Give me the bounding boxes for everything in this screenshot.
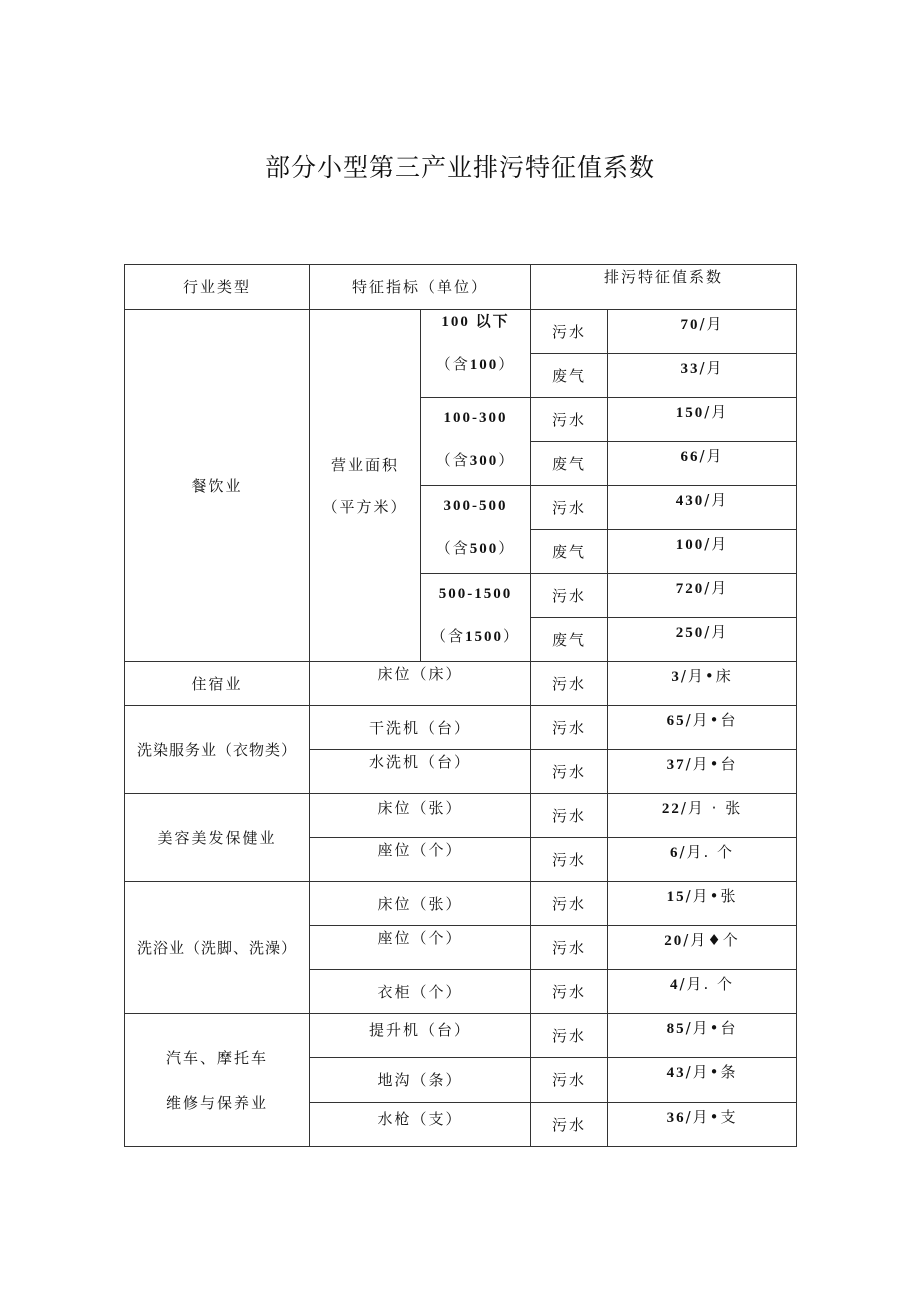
emission-coefficient-table — [124, 264, 797, 1147]
header-industry: 行业类型 — [125, 265, 310, 310]
coefficient-value: 43/月•条 — [608, 1058, 797, 1103]
coefficient-value: 250/月 — [608, 618, 797, 662]
header-indicator: 特征指标（单位） — [310, 265, 531, 310]
indicator-cell: 干洗机（台） — [310, 706, 531, 750]
range-label: 100-300 — [443, 410, 508, 426]
emission-type: 污水 — [531, 398, 608, 442]
emission-type: 污水 — [531, 926, 608, 970]
coefficient-value: 15/月•张 — [608, 882, 797, 926]
emission-type: 污水 — [531, 794, 608, 838]
emission-type: 污水 — [531, 574, 608, 618]
coefficient-value: 66/月 — [608, 442, 797, 486]
table-row — [125, 310, 797, 354]
indicator-cell: 地沟（条） — [310, 1058, 531, 1103]
coefficient-value: 100/月 — [608, 530, 797, 574]
coefficient-value: 4/月. 个 — [608, 970, 797, 1014]
range-label: 500-1500 — [438, 586, 513, 602]
industry-bathing: 洗浴业（洗脚、洗澡） — [125, 882, 310, 1014]
industry-auto-repair — [125, 1014, 310, 1147]
emission-type: 污水 — [531, 486, 608, 530]
coefficient-value: 85/月•台 — [608, 1014, 797, 1058]
emission-type: 废气 — [531, 530, 608, 574]
indicator-cell: 床位（张） — [310, 794, 531, 838]
indicator-cell: 提升机（台） — [310, 1014, 531, 1058]
emission-type: 污水 — [531, 750, 608, 794]
coefficient-value: 720/月 — [608, 574, 797, 618]
industry-beauty: 美容美发保健业 — [125, 794, 310, 882]
page-title: 部分小型第三产业排污特征值系数 — [264, 153, 655, 182]
indicator-cell: 衣柜（个） — [310, 970, 531, 1014]
table-row — [125, 662, 797, 706]
industry-catering: 餐饮业 — [125, 310, 310, 662]
coefficient-value: 3/月•床 — [608, 662, 797, 706]
table-row — [125, 882, 797, 926]
emission-type: 污水 — [531, 310, 608, 354]
range-label: 100 以下 — [441, 314, 510, 330]
indicator-catering-line2: （平方米） — [322, 497, 408, 516]
coefficient-value: 6/月. 个 — [608, 838, 797, 882]
emission-type: 污水 — [531, 970, 608, 1014]
range-cell — [421, 574, 531, 662]
range-cell — [421, 486, 531, 574]
table-row — [125, 794, 797, 838]
indicator-cell: 水洗机（台） — [310, 750, 531, 794]
industry-lodging: 住宿业 — [125, 662, 310, 706]
coefficient-value: 150/月 — [608, 398, 797, 442]
header-coefficient: 排污特征值系数 — [531, 265, 797, 310]
coefficient-value: 430/月 — [608, 486, 797, 530]
coefficient-value: 20/月♦个 — [608, 926, 797, 970]
emission-type: 污水 — [531, 706, 608, 750]
industry-auto-line2: 维修与保养业 — [165, 1093, 268, 1112]
coefficient-value: 33/月 — [608, 354, 797, 398]
emission-type: 污水 — [531, 1103, 608, 1147]
range-label: 300-500 — [443, 498, 508, 514]
emission-type: 污水 — [531, 662, 608, 706]
table-row — [125, 706, 797, 750]
range-inclusive: （含1500） — [430, 627, 521, 645]
coefficient-value: 70/月 — [608, 310, 797, 354]
range-inclusive: （含100） — [435, 355, 516, 373]
table-header-row — [125, 265, 797, 310]
industry-auto-line1: 汽车、摩托车 — [165, 1048, 268, 1067]
coefficient-value: 36/月•支 — [608, 1103, 797, 1147]
emission-type: 污水 — [531, 838, 608, 882]
emission-type: 污水 — [531, 1014, 608, 1058]
range-cell — [421, 398, 531, 486]
indicator-cell: 座位（个） — [310, 838, 531, 882]
emission-type: 废气 — [531, 618, 608, 662]
table-row — [125, 1014, 797, 1058]
emission-type: 废气 — [531, 442, 608, 486]
indicator-cell: 床位（床） — [310, 662, 531, 706]
indicator-catering-line1: 营业面积 — [330, 455, 399, 474]
coefficient-value: 65/月•台 — [608, 706, 797, 750]
indicator-cell: 座位（个） — [310, 926, 531, 970]
range-cell — [421, 310, 531, 398]
indicator-cell: 床位（张） — [310, 882, 531, 926]
emission-type: 污水 — [531, 1058, 608, 1103]
range-inclusive: （含500） — [435, 539, 516, 557]
range-inclusive: （含300） — [435, 451, 516, 469]
emission-type: 废气 — [531, 354, 608, 398]
emission-type: 污水 — [531, 882, 608, 926]
industry-laundry: 洗染服务业（衣物类） — [125, 706, 310, 794]
coefficient-value: 37/月•台 — [608, 750, 797, 794]
indicator-catering — [310, 310, 421, 662]
coefficient-value: 22/月 · 张 — [608, 794, 797, 838]
indicator-cell: 水枪（支） — [310, 1103, 531, 1147]
